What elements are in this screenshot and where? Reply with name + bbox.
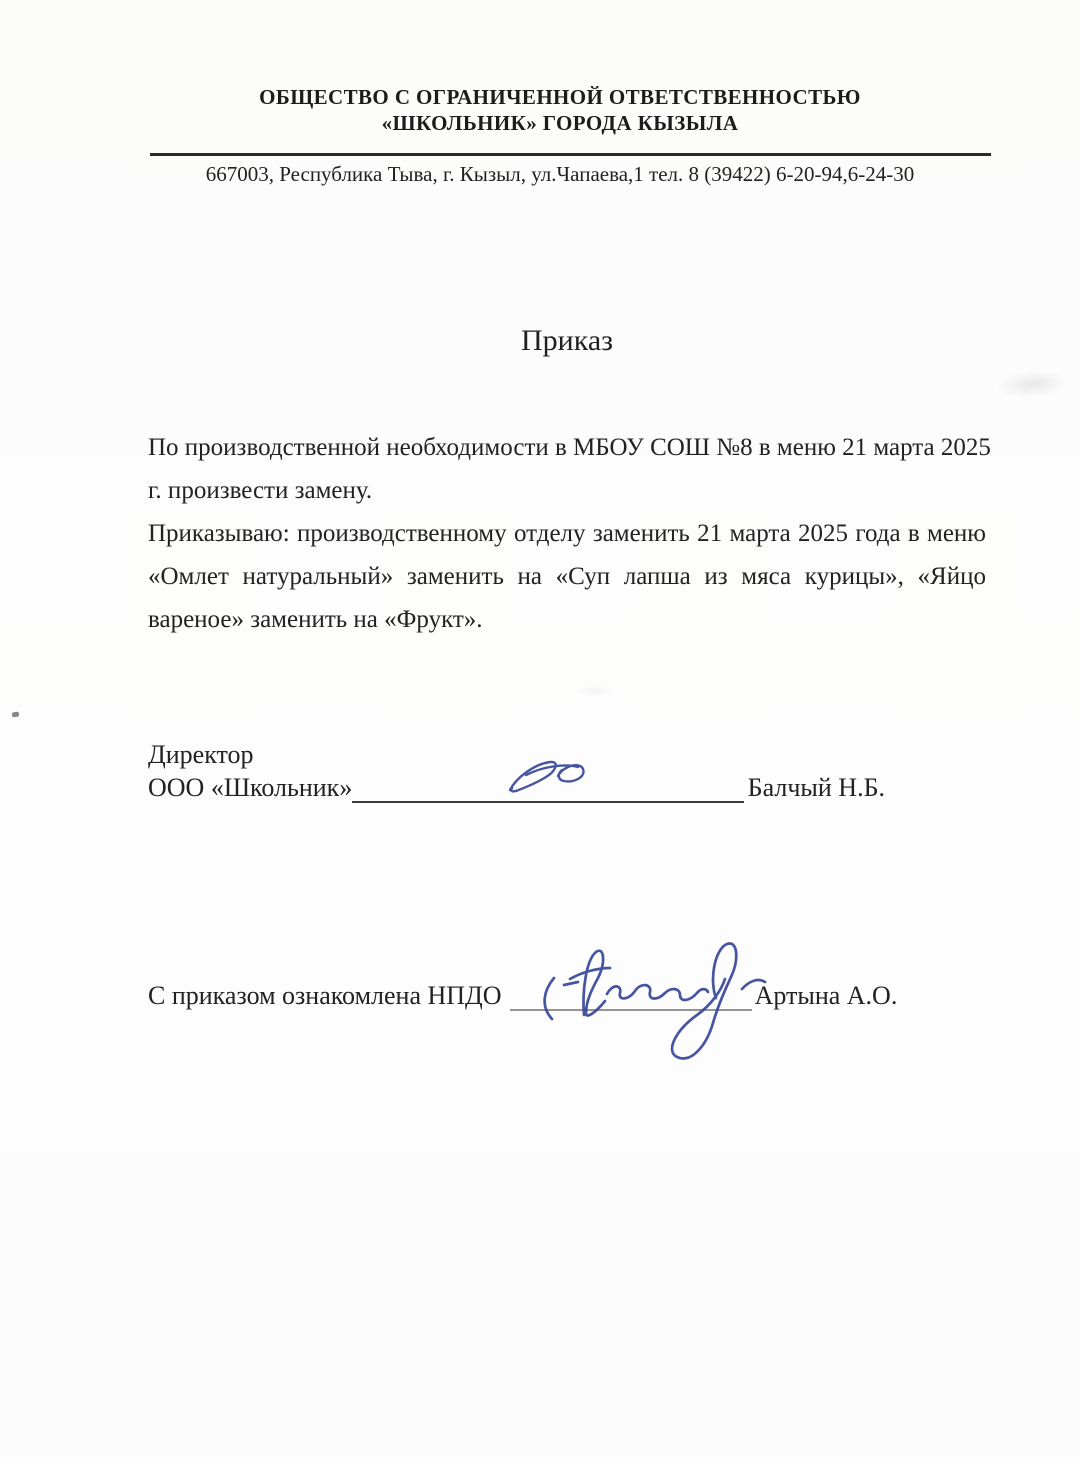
acknowledger-name: Артына А.О.	[754, 981, 898, 1010]
header-divider-line	[150, 153, 991, 156]
body-line: По производственной необходимости в МБОУ СОШ №8 в меню 21 марта 2025	[148, 434, 991, 461]
director-signature-icon	[500, 752, 605, 800]
body-line: вареное» заменить на «Фрукт».	[148, 606, 483, 633]
director-role-title: Директор	[148, 740, 254, 769]
scan-smudge-artifact	[994, 367, 1071, 401]
organization-name-line1: ОБЩЕСТВО С ОГРАНИЧЕННОЙ ОТВЕТСТВЕННОСТЬЮ	[259, 85, 861, 109]
director-company-label: ООО «Школьник»	[148, 773, 353, 802]
scan-speck-artifact	[12, 712, 20, 718]
body-line: Приказываю: производственному отделу заменить 21 марта 2025 года в меню	[148, 520, 986, 547]
acknowledger-signature-icon	[520, 922, 790, 1087]
document-title: Приказ	[520, 324, 613, 357]
organization-name-line2: «ШКОЛЬНИК» ГОРОДА КЫЗЫЛА	[381, 111, 739, 135]
document-body	[148, 426, 991, 641]
organization-address: 667003, Республика Тыва, г. Кызыл, ул.Чапаева,1 тел. 8 (39422) 6-20-94,6-24-30	[205, 162, 915, 186]
body-line: «Омлет натуральный» заменить на «Суп лапша из мяса курицы», «Яйцо	[148, 563, 986, 590]
acknowledgment-label: С приказом ознакомлена НПДО	[148, 981, 502, 1010]
organization-header	[120, 84, 1000, 136]
body-line: г. произвести замену.	[148, 477, 373, 504]
scan-smudge-artifact	[575, 685, 615, 697]
director-name: Балчый Н.Б.	[747, 773, 885, 802]
